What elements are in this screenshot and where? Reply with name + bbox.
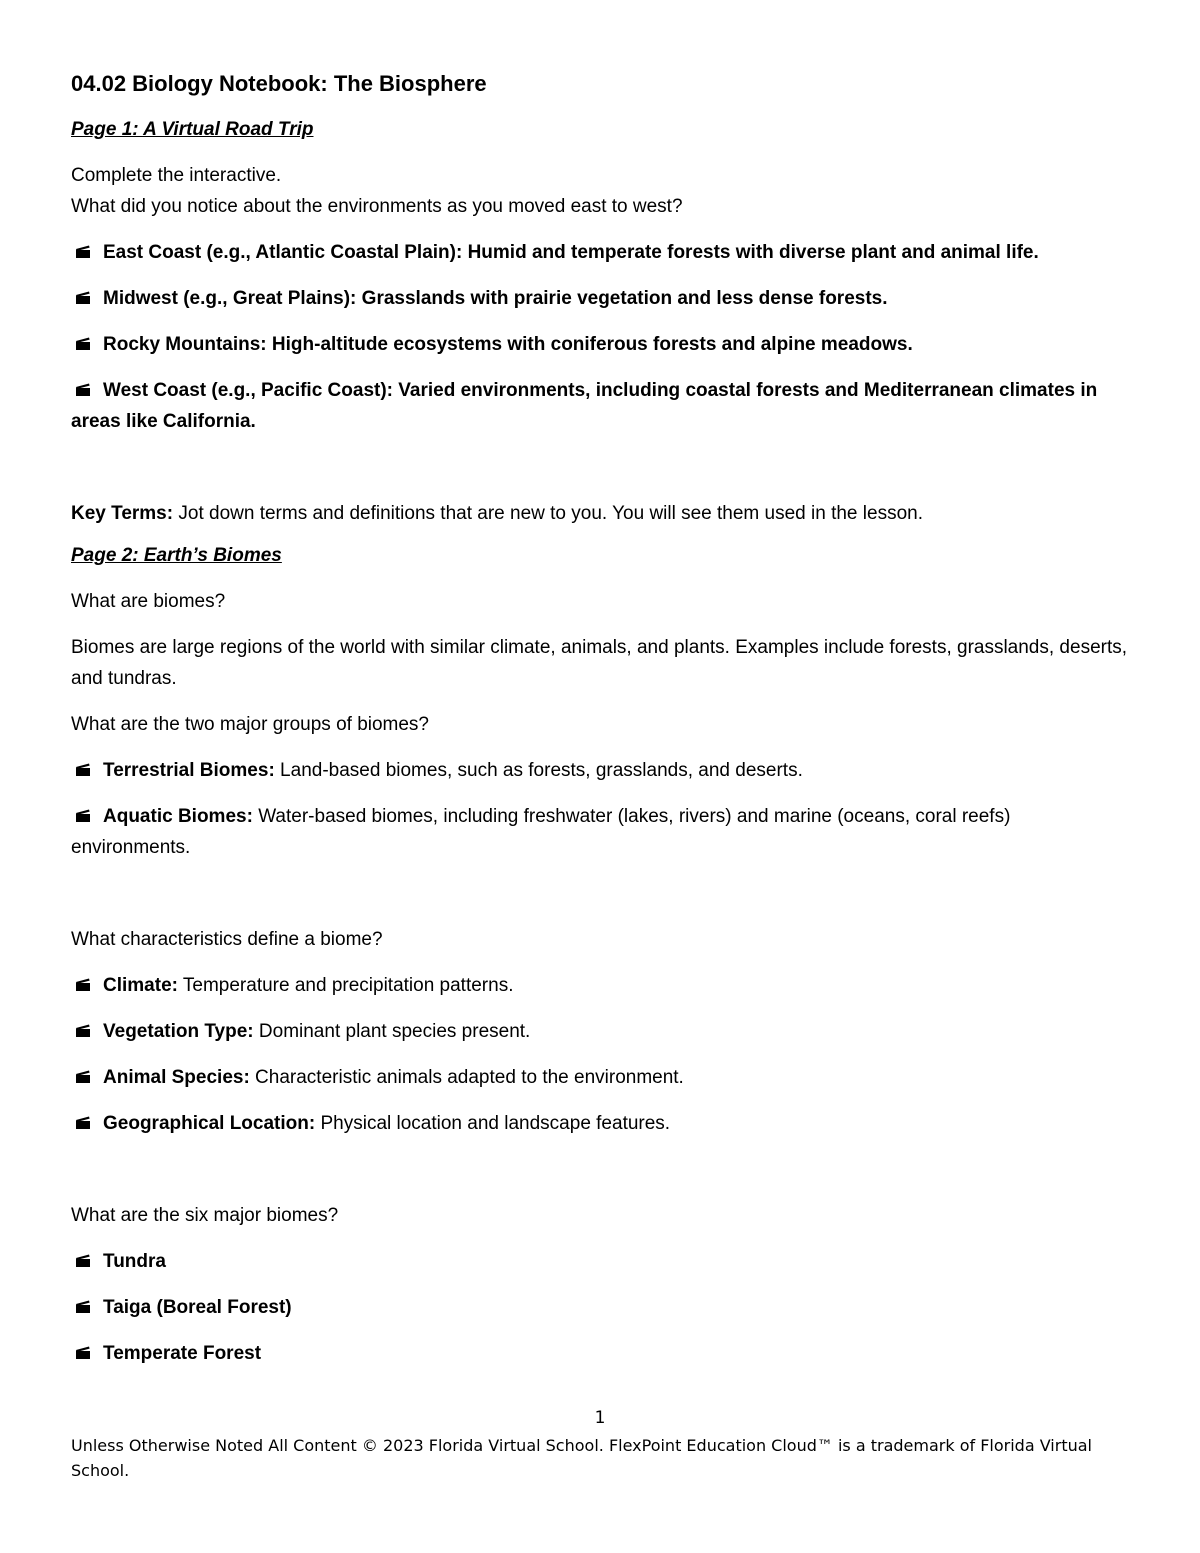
- list-item: Temperate Forest: [71, 1338, 1131, 1369]
- clapperboard-icon: [75, 1070, 91, 1084]
- page1-heading: Page 1: A Virtual Road Trip: [71, 119, 314, 140]
- list-item: Rocky Mountains: High-altitude ecosystems with coniferous forests and alpine meadows.: [71, 329, 1131, 360]
- clapperboard-icon: [75, 978, 91, 992]
- clapperboard-icon: [75, 1254, 91, 1268]
- document-title: 04.02 Biology Notebook: The Biosphere: [71, 71, 487, 96]
- list-item: Terrestrial Biomes: Land-based biomes, such as forests, grasslands, and deserts.: [71, 755, 1131, 786]
- clapperboard-icon: [75, 763, 91, 777]
- list-item: Climate: Temperature and precipitation patterns.: [71, 970, 1131, 1001]
- clapperboard-icon: [75, 1116, 91, 1130]
- list-item: Vegetation Type: Dominant plant species present.: [71, 1016, 1131, 1047]
- clapperboard-icon: [75, 1346, 91, 1360]
- spacer: [71, 1154, 1131, 1200]
- list-item: East Coast (e.g., Atlantic Coastal Plain): Humid and temperate forests with diverse plant and animal life.: [71, 237, 1131, 268]
- clapperboard-icon: [75, 809, 91, 823]
- clapperboard-icon: [75, 291, 91, 305]
- list-item: Geographical Location: Physical location and landscape features.: [71, 1108, 1131, 1139]
- page1-question: What did you notice about the environments as you moved east to west?: [71, 196, 683, 217]
- list-item: Animal Species: Characteristic animals adapted to the environment.: [71, 1062, 1131, 1093]
- list-item: Midwest (e.g., Great Plains): Grasslands with prairie vegetation and less dense forests.: [71, 283, 1131, 314]
- clapperboard-icon: [75, 1300, 91, 1314]
- document-page: [71, 70, 1131, 1384]
- page2-heading: Page 2: Earth’s Biomes: [71, 545, 282, 566]
- answer-biomes: Biomes are large regions of the world with similar climate, animals, and plants. Examples include forests, grasslands, deserts, and tundras.: [71, 637, 1128, 689]
- clapperboard-icon: [75, 383, 91, 397]
- page-number: 1: [594, 1408, 606, 1428]
- clapperboard-icon: [75, 337, 91, 351]
- spacer: [71, 452, 1131, 498]
- question-groups: What are the two major groups of biomes?: [71, 714, 430, 735]
- list-item: West Coast (e.g., Pacific Coast): Varied environments, including coastal forests and Mediterranean climates in areas like California.: [71, 380, 1098, 432]
- key-terms: Key Terms: Jot down terms and definitions that are new to you. You will see them used in the lesson.: [71, 503, 923, 524]
- question-six-biomes: What are the six major biomes?: [71, 1205, 339, 1226]
- list-item: Aquatic Biomes: Water-based biomes, including freshwater (lakes, rivers) and marine (oceans, coral reefs) environments.: [71, 806, 1011, 858]
- clapperboard-icon: [75, 245, 91, 259]
- list-item: Tundra: [71, 1246, 1131, 1277]
- question-characteristics: What characteristics define a biome?: [71, 929, 383, 950]
- list-item: Taiga (Boreal Forest): [71, 1292, 1131, 1323]
- page1-instruction: Complete the interactive.: [71, 165, 282, 186]
- spacer: [71, 878, 1131, 924]
- question-biomes: What are biomes?: [71, 591, 226, 612]
- clapperboard-icon: [75, 1024, 91, 1038]
- copyright-footer: Unless Otherwise Noted All Content © 2023 Florida Virtual School. FlexPoint Education Cloud™ is a trademark of Florida Virtual School.: [71, 1436, 1092, 1480]
